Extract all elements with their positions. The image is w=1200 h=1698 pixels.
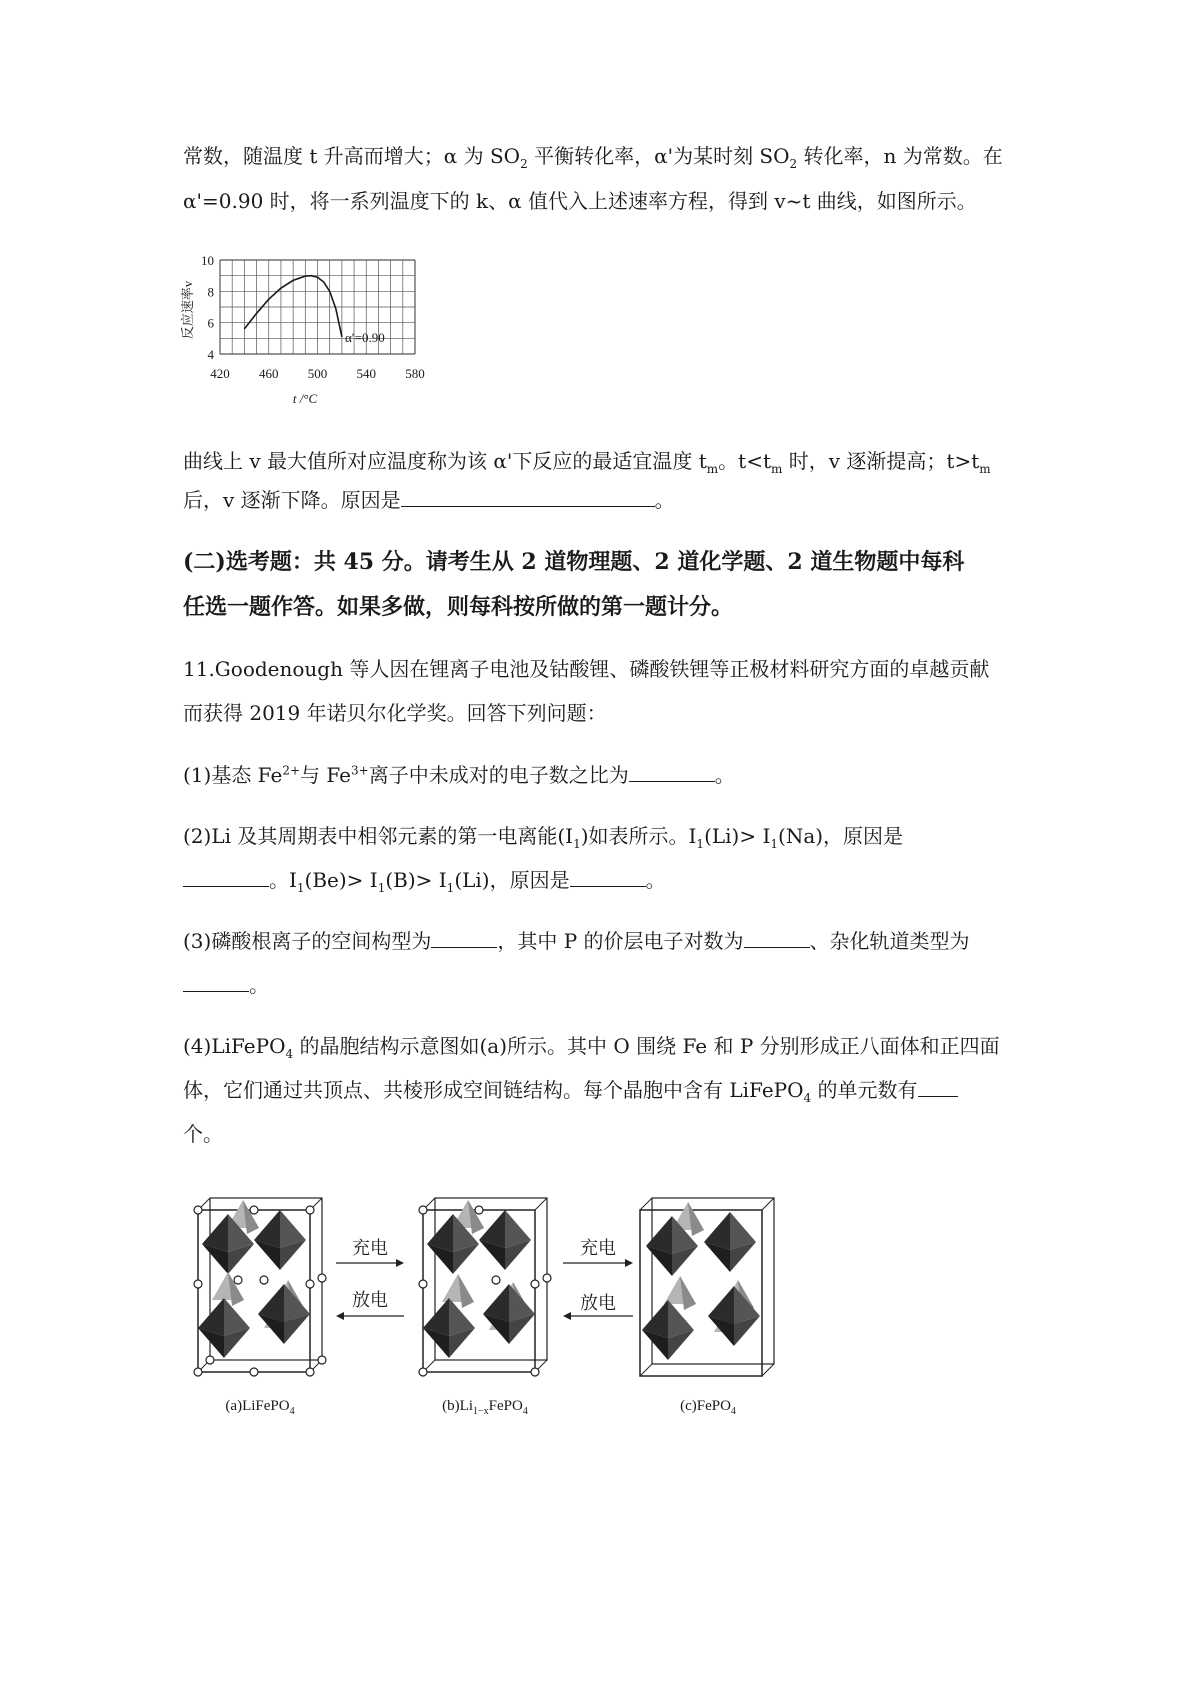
subscript: 1 bbox=[696, 837, 705, 851]
text-line-3 bbox=[183, 449, 991, 476]
charge-label-1: 充电 bbox=[352, 1238, 388, 1258]
text-fragment: (Na)，原因是 bbox=[778, 824, 904, 848]
text-fragment: 。 bbox=[714, 763, 735, 787]
section-heading-line-2: 任选一题作答。如果多做，则每科按所做的第一题计分。 bbox=[183, 594, 734, 620]
text-fragment: 常数，随温度 t 升高而增大；α 为 SO bbox=[183, 144, 521, 168]
subscript: 1 bbox=[446, 881, 455, 895]
text-fragment: 的晶胞结构示意图如(a)所示。其中 O 围绕 Fe 和 P 分别形成正八面体和正四面 bbox=[293, 1034, 1000, 1058]
text-fragment: (Li)> I bbox=[704, 824, 771, 848]
subscript: 1 bbox=[573, 837, 581, 851]
arrowhead bbox=[563, 1312, 571, 1320]
subscript: 2 bbox=[520, 157, 528, 171]
y-tick-label: 6 bbox=[207, 315, 214, 331]
text-fragment: 。 bbox=[249, 973, 269, 997]
subscript: 4 bbox=[285, 1047, 294, 1061]
text-fragment: 、杂化轨道类型为 bbox=[809, 929, 970, 953]
question-11-line-2: 而获得 2019 年诺贝尔化学奖。回答下列问题： bbox=[183, 701, 607, 725]
discharge-label-2: 放电 bbox=[580, 1293, 616, 1313]
subscript: 4 bbox=[803, 1091, 812, 1105]
subscript: 2 bbox=[789, 157, 798, 171]
arrowhead bbox=[396, 1259, 404, 1267]
cell-a-lifepo4 bbox=[194, 1198, 326, 1376]
text-fragment: (3)磷酸根离子的空间构型为 bbox=[183, 929, 432, 953]
caption-c: (c)FePO$_4$ bbox=[680, 1398, 736, 1417]
answer-blank bbox=[629, 765, 715, 782]
sub-question-3-line-2 bbox=[183, 975, 269, 995]
text-fragment: (4)LiFePO bbox=[183, 1034, 286, 1058]
answer-blank bbox=[918, 1080, 958, 1097]
text-fragment: 曲线上 v 最大值所对应温度称为该 α'下反应的最适宜温度 t bbox=[183, 449, 707, 473]
text-fragment: 的单元数有 bbox=[811, 1078, 918, 1102]
text-fragment: 。 bbox=[654, 488, 675, 512]
answer-blank bbox=[570, 870, 646, 887]
curve-annotation: α′=0.90 bbox=[345, 330, 385, 345]
crystal-structure-figure bbox=[188, 1188, 828, 1418]
rate-temperature-chart bbox=[170, 250, 470, 440]
sub-question-2-line-2 bbox=[183, 868, 666, 895]
cell-c-fepo4 bbox=[640, 1198, 774, 1376]
text-fragment: 与 Fe bbox=[300, 763, 351, 787]
sub-question-4-line-2 bbox=[183, 1078, 958, 1105]
text-fragment: 转化率，n 为常数。在 bbox=[797, 144, 1003, 168]
y-tick-label: 10 bbox=[201, 253, 214, 268]
section-heading-line-1: (二)选考题：共 45 分。请考生从 2 道物理题、2 道化学题、2 道生物题中每科 bbox=[183, 549, 965, 575]
discharge-label-1: 放电 bbox=[352, 1290, 388, 1310]
answer-blank bbox=[401, 490, 655, 507]
text-fragment: 平衡转化率，α'为某时刻 SO bbox=[527, 144, 790, 168]
subscript: m bbox=[771, 462, 783, 476]
answer-blank bbox=[744, 931, 810, 948]
x-tick-label: 500 bbox=[307, 366, 328, 381]
caption-a: (a)LiFePO$_4$ bbox=[225, 1398, 295, 1417]
sub-question-1 bbox=[183, 765, 735, 785]
x-tick-label: 420 bbox=[210, 366, 230, 381]
text-fragment: 。t<t bbox=[718, 449, 772, 473]
text-fragment: (Li)，原因是 bbox=[454, 868, 570, 892]
text-fragment: 体，它们通过共顶点、共棱形成空间链结构。每个晶胞中含有 LiFePO bbox=[183, 1078, 804, 1102]
subscript: 1 bbox=[377, 881, 386, 895]
x-tick-label: 540 bbox=[356, 366, 376, 381]
text-fragment: 。 bbox=[645, 868, 666, 892]
sub-question-4-line-1 bbox=[183, 1034, 1000, 1061]
x-tick-label: 460 bbox=[259, 366, 279, 381]
y-axis-label: 反应速率v bbox=[180, 280, 195, 340]
superscript: 2+ bbox=[282, 763, 301, 778]
y-tick-label: 8 bbox=[207, 284, 214, 300]
text-fragment: ，其中 P 的价层电子对数为 bbox=[497, 929, 744, 953]
sub-question-4-line-3: 个。 bbox=[183, 1122, 223, 1146]
chart-grid bbox=[220, 260, 415, 354]
superscript: 3+ bbox=[351, 763, 369, 778]
text-fragment: 离子中未成对的电子数之比为 bbox=[368, 763, 629, 787]
subscript: 1 bbox=[296, 881, 305, 895]
text-fragment: 后，v 逐渐下降。原因是 bbox=[183, 488, 401, 512]
arrowhead bbox=[625, 1259, 633, 1267]
answer-blank bbox=[431, 931, 497, 948]
sub-question-2-line-1 bbox=[183, 824, 904, 851]
subscript: 1 bbox=[770, 837, 779, 851]
subscript: m bbox=[706, 462, 719, 476]
text-fragment: (B)> I bbox=[385, 868, 447, 892]
sub-question-3-line-1 bbox=[183, 931, 970, 951]
x-axis-label: t /°C bbox=[292, 391, 318, 406]
answer-blank bbox=[183, 975, 249, 992]
text-fragment: (2)Li 及其周期表中相邻元素的第一电离能(I bbox=[183, 824, 574, 848]
caption-b: $(b)Li_{1-x}FePO_4$ bbox=[442, 1398, 528, 1417]
text-fragment: (Be)> I bbox=[304, 868, 378, 892]
cell-b-li1-xfepo4 bbox=[419, 1198, 551, 1376]
text-line-4 bbox=[183, 490, 675, 510]
text-fragment: 。I bbox=[269, 868, 297, 892]
chart-ticks bbox=[201, 253, 425, 381]
y-tick-label: 4 bbox=[207, 347, 214, 362]
text-fragment: (1)基态 Fe bbox=[183, 763, 283, 787]
x-tick-label: 580 bbox=[405, 366, 425, 381]
answer-blank bbox=[183, 870, 269, 887]
charge-label-2: 充电 bbox=[580, 1238, 616, 1258]
question-11-line-1: 11.Goodenough 等人因在锂离子电池及钴酸锂、磷酸铁锂等正极材料研究方面的卓越贡献 bbox=[183, 657, 990, 681]
text-fragment: )如表所示。I bbox=[580, 824, 697, 848]
text-fragment: 时，v 逐渐提高；t>t bbox=[782, 449, 980, 473]
arrowhead bbox=[336, 1312, 344, 1320]
subscript: m bbox=[979, 462, 991, 476]
text-line-1 bbox=[183, 144, 1003, 171]
text-line-2: α'=0.90 时，将一系列温度下的 k、α 值代入上述速率方程，得到 v~t 曲线，如图所示。 bbox=[183, 189, 977, 213]
